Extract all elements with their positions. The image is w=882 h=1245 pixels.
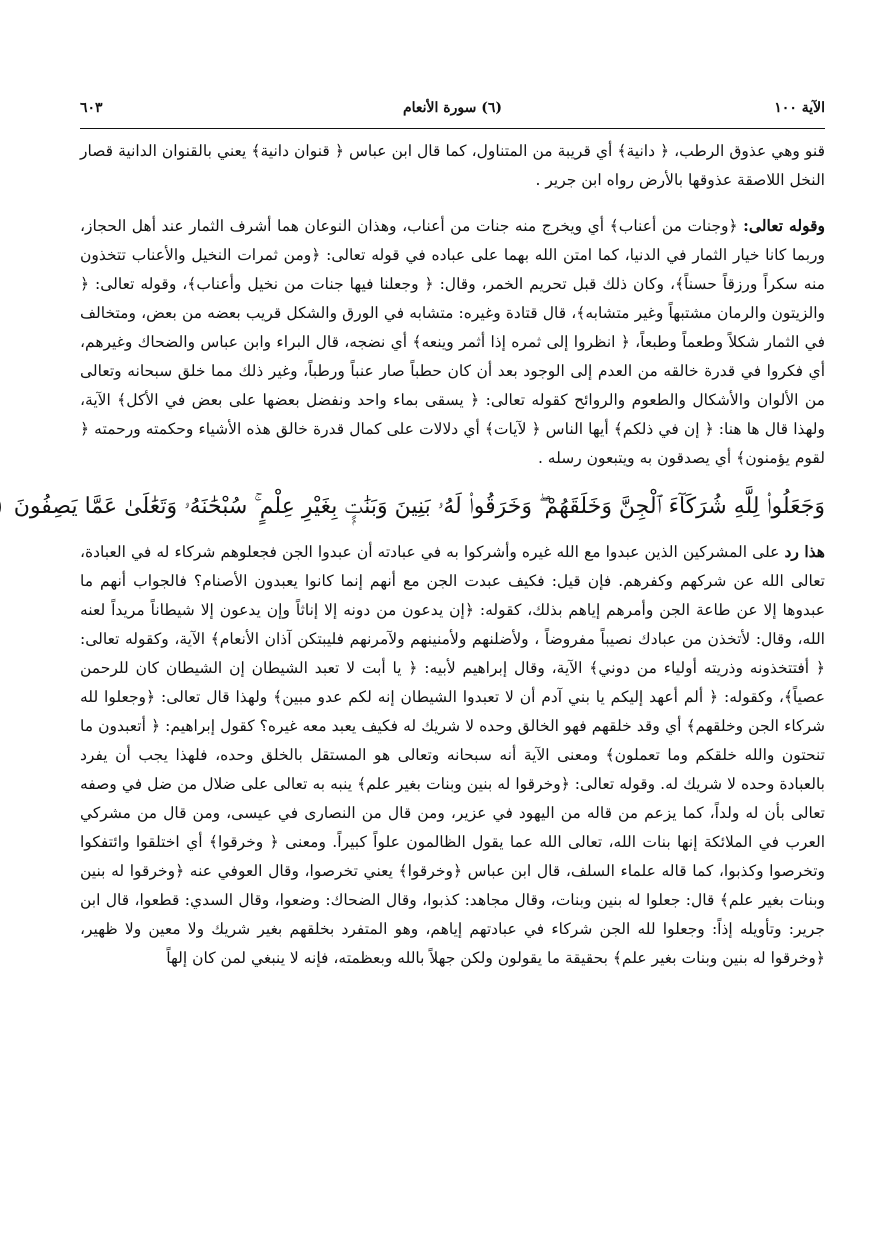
page-number: ٦٠٣ (80, 100, 103, 116)
page-body (13, 137, 826, 973)
commentary-paragraph (80, 537, 825, 973)
commentary-lead: هذا رد (784, 542, 825, 561)
page-header (80, 100, 825, 124)
surah-title: (٦) سورة الأنعام (402, 100, 503, 116)
paragraph-2-text: ﴿وجنات من أعناب﴾ أي ويخرج منه جنات من أعناب، وهذان النوعان هما أشرف الثمار عند أهل الحجاز، وربما كانا خيار الثمار في الدنيا، كما امتن الله بهما على عباده في قوله تعالى: ﴿ومن ثمرات النخيل والأعناب تتخذون منه سكراً ورزقاً حسناً﴾، وكان ذلك قبل تحريم الخمر، وقال: ﴿ وجعلنا فيها جنات من نخيل وأعناب﴾، وقوله تعالى: ﴿ والزيتون والرمان مشتبهاً وغير متشابه﴾، قال قتادة وغيره: متشابه في الورق والشكل قريب بعضه من بعض، ومتخالف في الثمار شكلاً وطعماً وطبعاً، ﴿ انظروا إلى ثمره إذا أثمر وينعه﴾ أي نضجه، قال البراء وابن عباس والضحاك وغيرهم، أي فكروا في قدرة خالقه من العدم إلى الوجود بعد أن كان حطباً صار عنباً ورطباً، وغير ذلك مما خلق سبحانه وتعالى من الألوان والأشكال والطعوم والروائح كقوله تعالى: ﴿ يسقى بماء واحد ونفضل بعضها على بعض في الأكل﴾ الآية، ولهذا قال ها هنا: ﴿ إن في ذلكم﴾ أيها الناس ﴿ لآيات﴾ أي دلالات على كمال قدرة خالق هذه الأشياء وحكمته ورحمته ﴿ لقوم يؤمنون﴾ أي يصدقون به ويتبعون رسله . (80, 217, 825, 467)
paragraph-gap (80, 195, 825, 211)
quran-verse (13, 487, 825, 527)
paragraph-2 (80, 211, 825, 473)
paragraph-1: قنو وهي عذوق الرطب، ﴿ دانية﴾ أي قريبة من المتناول، كما قال ابن عباس ﴿ قنوان دانية﴾ يعني بالقنوان الدانية قصار النخل اللاصقة عذوقها بالأرض رواه ابن جرير . (80, 142, 825, 189)
paragraph-2-lead: وقوله تعالى: (743, 216, 825, 235)
verse-end-marker (0, 492, 1, 522)
ayah-label: الآية ١٠٠ (774, 100, 825, 116)
verse-text: وَجَعَلُوا۟ لِلَّهِ شُرَكَآءَ ٱلْجِنَّ وَخَلَقَهُمْ ۖ وَخَرَقُوا۟ لَهُۥ بَنِينَ وَبَنَٰتٍۭ بِغَيْرِ عِلْمٍ ۚ سُبْحَٰنَهُۥ وَتَعَٰلَىٰ عَمَّا يَصِفُونَ (13, 494, 825, 519)
commentary-text: على المشركين الذين عبدوا مع الله غيره وأشركوا به في عبادته أن عبدوا الجن فجعلوهم شركاء له في العبادة، تعالى الله عن شركهم وكفرهم. فإن قيل: فكيف عبدت الجن مع أنهم إنما كانوا يعبدون الأصنام؟ فالجواب أنهم ما عبدوها إلا عن طاعة الجن وأمرهم إياهم بذلك، كقوله: ﴿إن يدعون من دونه إلا إناثاً وإن يدعون إلا شيطاناً مريداً لعنه الله، وقال: لأتخذن من عبادك نصيباً مفروضاً ، ولأضلنهم ولأمنينهم ولآمرنهم فليبتكن آذان الأنعام﴾ الآية، وكقوله تعالى: ﴿ أفتتخذونه وذريته أولياء من دوني﴾ الآية، وقال إبراهيم لأبيه: ﴿ يا أبت لا تعبد الشيطان إن الشيطان كان للرحمن عصياً﴾، وكقوله: ﴿ ألم أعهد إليكم يا بني آدم أن لا تعبدوا الشيطان إنه لكم عدو مبين﴾ ولهذا قال تعالى: ﴿وجعلوا لله شركاء الجن وخلقهم﴾ أي وقد خلقهم فهو الخالق وحده لا شريك له فكيف يعبد معه غيره؟ كقول إبراهيم: ﴿ أتعبدون ما تنحتون والله خلقكم وما تعملون﴾ ومعنى الآية أنه سبحانه وتعالى هو المستقل بالخلق وحده، فلهذا يجب أن يفرد بالعبادة وحده لا شريك له. وقوله تعالى: ﴿وخرقوا له بنين وبنات بغير علم﴾ ينبه به تعالى على ضلال من ضل في وصفه تعالى بأن له ولداً، كما يزعم من قاله من اليهود في عزير، ومن قال من النصارى في عيسى، ومن قال من مشركي العرب في الملائكة إنها بنات الله، تعالى الله عما يقول الظالمون علواً كبيراً. ومعنى ﴿ وخرقوا﴾ أي اختلقوا وائتفكوا وتخرصوا وكذبوا، كما قاله علماء السلف، قال ابن عباس ﴿وخرقوا﴾ يعني تخرصوا، وقال العوفي عنه ﴿وخرقوا له بنين وبنات بغير علم﴾ قال: جعلوا له بنين وبنات، وقال مجاهد: كذبوا، وقال الضحاك: وضعوا، وقال السدي: قطعوا، قال ابن جرير: وتأويله إذاً: وجعلوا لله الجن شركاء في عبادتهم إياهم، وهو المتفرد بخلقهم بغير شريك ولا معين ولا ظهير، ﴿وخرقوا له بنين وبنات بغير علم﴾ بحقيقة ما يقولون ولكن جهلاً بالله وبعظمته، فإنه لا ينبغي لمن كان إلهاً (80, 543, 826, 967)
header-divider (80, 128, 825, 129)
